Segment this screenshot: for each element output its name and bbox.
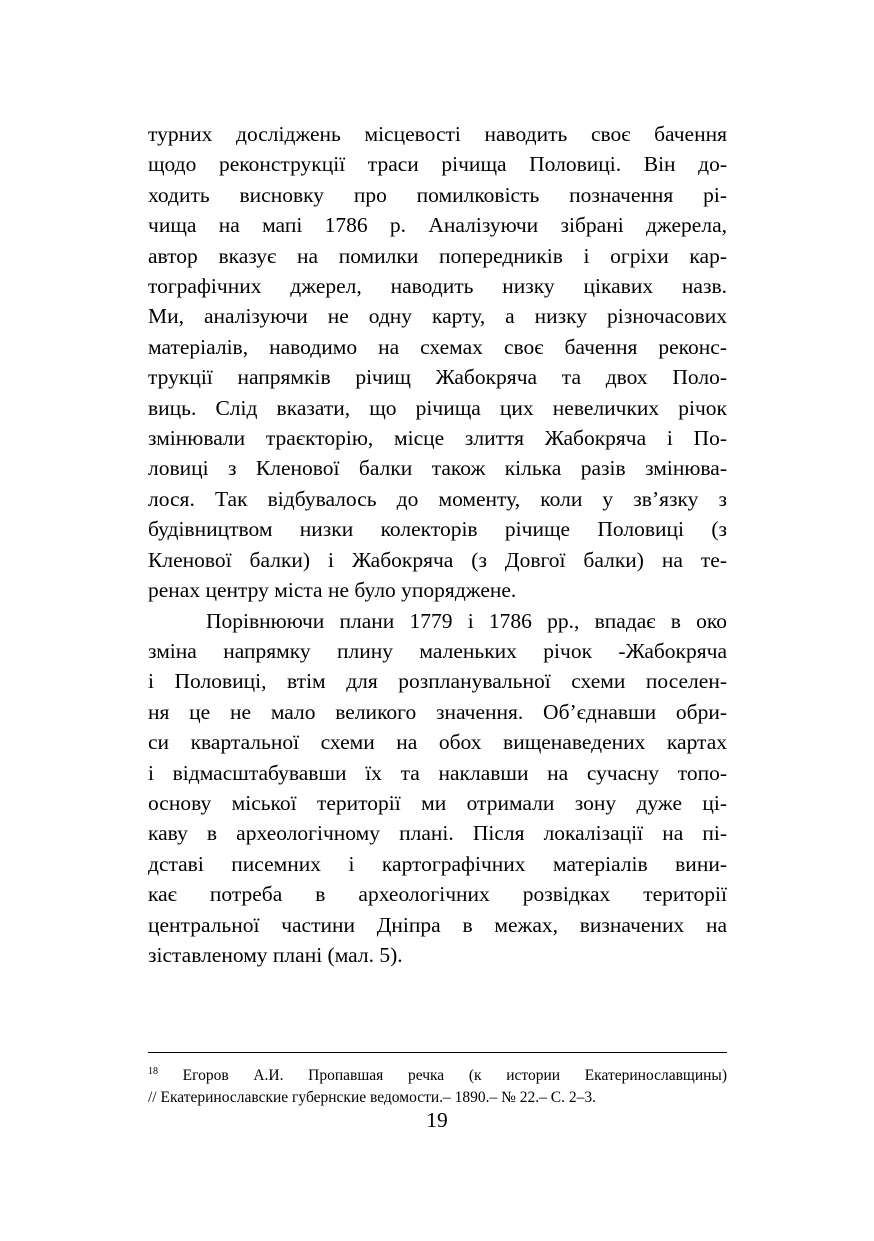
text-line: щодо реконструкції траси річища Половиці. Він до- <box>148 152 727 177</box>
text-line: лося. Так відбувалось до моменту, коли у зв’язку з <box>148 486 727 511</box>
text-line: матеріалів, наводимо на схемах своє бачення реконс- <box>148 334 727 359</box>
text-line: основу міської території ми отримали зону дуже ці- <box>148 790 727 815</box>
text-line: Ми, аналізуючи не одну карту, а низку різночасових <box>148 304 727 329</box>
text-line: ловиці з Кленової балки також кілька разів змінюва- <box>148 456 727 481</box>
text-line: чища на мапі 1786 р. Аналізуючи зібрані джерела, <box>148 213 727 238</box>
text-line: і відмасштабувавши їх та наклавши на сучасну топо- <box>148 760 727 785</box>
text-line: дставі писемних і картографічних матеріалів вини- <box>148 851 727 876</box>
paragraph-first-line: Порівнюючи плани 1779 і 1786 рр., впадає в око <box>206 608 727 633</box>
footnote-marker: 18 <box>148 1065 158 1077</box>
text-line: зміна напрямку плину маленьких річок -Жабокряча <box>148 638 727 663</box>
text-line: трукції напрямків річищ Жабокряча та двох Поло- <box>148 365 727 390</box>
footnote-line <box>148 1065 727 1087</box>
text-line: тографічних джерел, наводить низку цікавих назв. <box>148 274 727 299</box>
text-line: ня це не мало великого значення. Об’єднавши обри- <box>148 699 727 724</box>
footnote-text: Егоров А.И. Пропавшая речка (к истории Екатеринославщины) <box>158 1067 727 1084</box>
text-line: і Половиці, втім для розпланувальної схеми поселен- <box>148 669 727 694</box>
text-line: ренах центру міста не було упорядженe. <box>148 578 517 603</box>
footnote <box>148 1065 727 1109</box>
body-text <box>148 119 727 970</box>
text-line: ходить висновку про помилковість позначення рі- <box>148 182 727 207</box>
page-number: 19 <box>426 1108 448 1132</box>
text-line: автор вказує на помилки попередників і огріхи кар- <box>148 243 727 268</box>
text-line: зіставленому плані (мал. 5). <box>148 942 403 967</box>
footnote-divider <box>148 1052 727 1053</box>
footnote-line: // Екатеринославские губернские ведомости.– 1890.– № 22.– С. 2–3. <box>148 1089 597 1106</box>
text-line: кає потреба в археологічних розвідках території <box>148 882 727 907</box>
text-line: будівництвом низки колекторів річище Половиці (з <box>148 517 727 542</box>
text-line: виць. Слід вказати, що річища цих невеличких річок <box>148 395 727 420</box>
text-line: си квартальної схеми на обох вищенаведених картах <box>148 730 727 755</box>
text-line: змінювали траєкторію, місце злиття Жабокряча і По- <box>148 426 727 451</box>
text-line: каву в археологічному плані. Після локалізації на пі- <box>148 821 727 846</box>
text-line: турних досліджень місцевості наводить своє бачення <box>148 122 727 146</box>
text-line: центральної частини Дніпра в межах, визначених на <box>148 912 727 937</box>
text-line: Кленової балки) і Жабокряча (з Довгої балки) на те- <box>148 547 727 572</box>
